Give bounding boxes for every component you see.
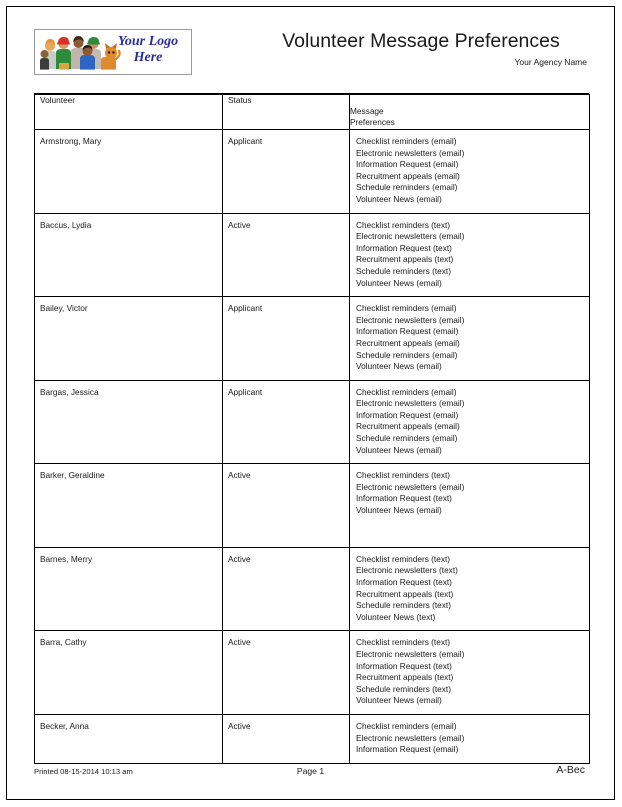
column-header-status-label: Status <box>228 95 252 105</box>
preference-line: Recruitment appeals (text) <box>356 672 454 683</box>
column-header-volunteer <box>35 95 223 130</box>
preference-line: Schedule reminders (email) <box>356 433 458 444</box>
preference-line: Volunteer News (email) <box>356 505 442 516</box>
page-number: Page 1 <box>296 766 325 776</box>
table-header <box>35 95 590 130</box>
status-value: Applicant <box>228 303 263 314</box>
cell-preferences <box>350 631 590 715</box>
preference-spacer <box>356 528 585 540</box>
preference-line: Information Request (text) <box>356 493 452 504</box>
preference-list <box>350 715 589 763</box>
volunteer-group-icon <box>39 33 121 71</box>
page-content <box>34 29 589 764</box>
volunteer-name: Baccus, Lydia <box>40 219 92 230</box>
cell-preferences <box>350 464 590 548</box>
preference-line: Volunteer News (email) <box>356 444 442 455</box>
cell-status <box>223 547 350 631</box>
report-page <box>6 6 615 800</box>
table-row <box>35 297 590 381</box>
cell-volunteer <box>35 714 223 763</box>
preference-list <box>350 214 589 297</box>
preference-line: Volunteer News (email) <box>356 193 442 204</box>
preference-line: Schedule reminders (email) <box>356 349 458 360</box>
table-body <box>35 130 590 764</box>
cell-volunteer <box>35 130 223 214</box>
title-block <box>259 29 589 68</box>
preference-line: Recruitment appeals (text) <box>356 254 454 265</box>
preference-line: Information Request (email) <box>356 159 459 170</box>
preference-line: Schedule reminders (text) <box>356 683 451 694</box>
cell-status <box>223 464 350 548</box>
preference-line: Recruitment appeals (text) <box>356 588 454 599</box>
column-header-preferences-label-line2: Preferences <box>350 117 395 127</box>
cell-preferences <box>350 380 590 464</box>
printed-timestamp: Printed 08-15-2014 10:13 am <box>34 767 133 776</box>
page-title: Volunteer Message Preferences <box>282 30 560 52</box>
table-row <box>35 714 590 763</box>
status-value: Applicant <box>228 136 263 146</box>
cell-preferences <box>350 130 590 214</box>
volunteer-name: Armstrong, Mary <box>40 136 102 146</box>
column-header-status <box>223 95 350 130</box>
table-row <box>35 547 590 631</box>
preference-line: Volunteer News (text) <box>356 611 436 622</box>
preference-list <box>350 381 589 464</box>
preference-line: Schedule reminders (text) <box>356 600 451 611</box>
preference-line: Checklist reminders (text) <box>356 219 451 230</box>
preference-line: Information Request (email) <box>356 326 459 337</box>
volunteer-name: Bailey, Victor <box>40 303 88 314</box>
logo-text-line2: Here <box>133 50 163 65</box>
volunteer-name: Barra, Cathy <box>40 637 87 648</box>
cell-status <box>223 631 350 715</box>
logo-placeholder-text <box>111 34 185 66</box>
preference-list <box>350 297 589 380</box>
status-value: Active <box>228 720 251 731</box>
column-header-preferences <box>350 95 590 130</box>
volunteer-name: Barnes, Merry <box>40 553 93 564</box>
preference-line: Electronic newsletters (email) <box>356 231 465 242</box>
report-header <box>34 29 589 91</box>
preference-line: Checklist reminders (email) <box>356 386 457 397</box>
table-row <box>35 380 590 464</box>
cell-volunteer <box>35 380 223 464</box>
status-value: Applicant <box>228 386 263 397</box>
alpha-range-label: A-Bec <box>556 764 585 776</box>
preference-line: Electronic newsletters (email) <box>356 147 465 158</box>
preference-line: Recruitment appeals (email) <box>356 170 460 181</box>
cell-preferences <box>350 547 590 631</box>
cell-preferences <box>350 297 590 381</box>
agency-name: Your Agency Name <box>514 57 587 67</box>
logo-text-line1: Your Logo <box>117 34 179 49</box>
status-value: Active <box>228 553 251 564</box>
table-header-row <box>35 95 590 130</box>
preference-list <box>350 464 589 547</box>
preference-line: Checklist reminders (email) <box>356 720 457 731</box>
table-row <box>35 130 590 214</box>
preference-line: Recruitment appeals (email) <box>356 337 460 348</box>
cell-preferences <box>350 213 590 297</box>
cell-volunteer <box>35 631 223 715</box>
preference-line: Checklist reminders (text) <box>356 553 451 564</box>
column-header-preferences-label-line1: Message <box>350 106 384 116</box>
cell-volunteer <box>35 547 223 631</box>
cell-volunteer <box>35 464 223 548</box>
preference-spacer <box>356 517 585 529</box>
status-value: Active <box>228 637 251 648</box>
preference-line: Electronic newsletters (email) <box>356 481 465 492</box>
cell-status <box>223 213 350 297</box>
cell-status <box>223 714 350 763</box>
status-value: Active <box>228 470 251 481</box>
logo-placeholder-box <box>34 29 192 75</box>
preference-line: Checklist reminders (text) <box>356 637 451 648</box>
preference-line: Electronic newsletters (email) <box>356 314 465 325</box>
volunteer-name: Becker, Anna <box>40 720 89 731</box>
preference-line: Electronic newsletters (email) <box>356 732 465 743</box>
cell-preferences <box>350 714 590 763</box>
preference-line: Information Request (text) <box>356 242 452 253</box>
cell-status <box>223 297 350 381</box>
preference-line: Electronic newsletters (email) <box>356 648 465 659</box>
volunteer-name: Bargas, Jessica <box>40 386 99 397</box>
cell-status <box>223 130 350 214</box>
preference-line: Volunteer News (email) <box>356 361 442 372</box>
preference-line: Information Request (email) <box>356 744 459 755</box>
preference-list <box>350 548 589 631</box>
preference-line: Electronic newsletters (email) <box>356 398 465 409</box>
preference-list <box>350 130 589 213</box>
preference-list <box>350 631 589 714</box>
volunteer-name: Barker, Geraldine <box>40 470 105 481</box>
preference-line: Checklist reminders (text) <box>356 470 451 481</box>
cell-volunteer <box>35 213 223 297</box>
preference-line: Information Request (text) <box>356 660 452 671</box>
preference-line: Volunteer News (email) <box>356 277 442 288</box>
preference-line: Information Request (text) <box>356 577 452 587</box>
preference-line: Schedule reminders (text) <box>356 265 451 276</box>
cell-status <box>223 380 350 464</box>
table-row <box>35 631 590 715</box>
preference-line: Checklist reminders (email) <box>356 136 457 146</box>
preference-line: Volunteer News (email) <box>356 695 442 706</box>
status-value: Active <box>228 219 251 230</box>
preference-line: Checklist reminders (email) <box>356 303 457 314</box>
table-row <box>35 213 590 297</box>
preference-line: Electronic newsletters (text) <box>356 565 458 576</box>
preference-line: Recruitment appeals (email) <box>356 421 460 432</box>
cell-volunteer <box>35 297 223 381</box>
volunteer-preferences-table <box>34 94 590 764</box>
preference-line: Information Request (email) <box>356 409 459 420</box>
page-footer <box>34 764 587 781</box>
preference-line: Schedule reminders (email) <box>356 182 458 193</box>
table-row <box>35 464 590 548</box>
column-header-volunteer-label: Volunteer <box>40 95 76 105</box>
